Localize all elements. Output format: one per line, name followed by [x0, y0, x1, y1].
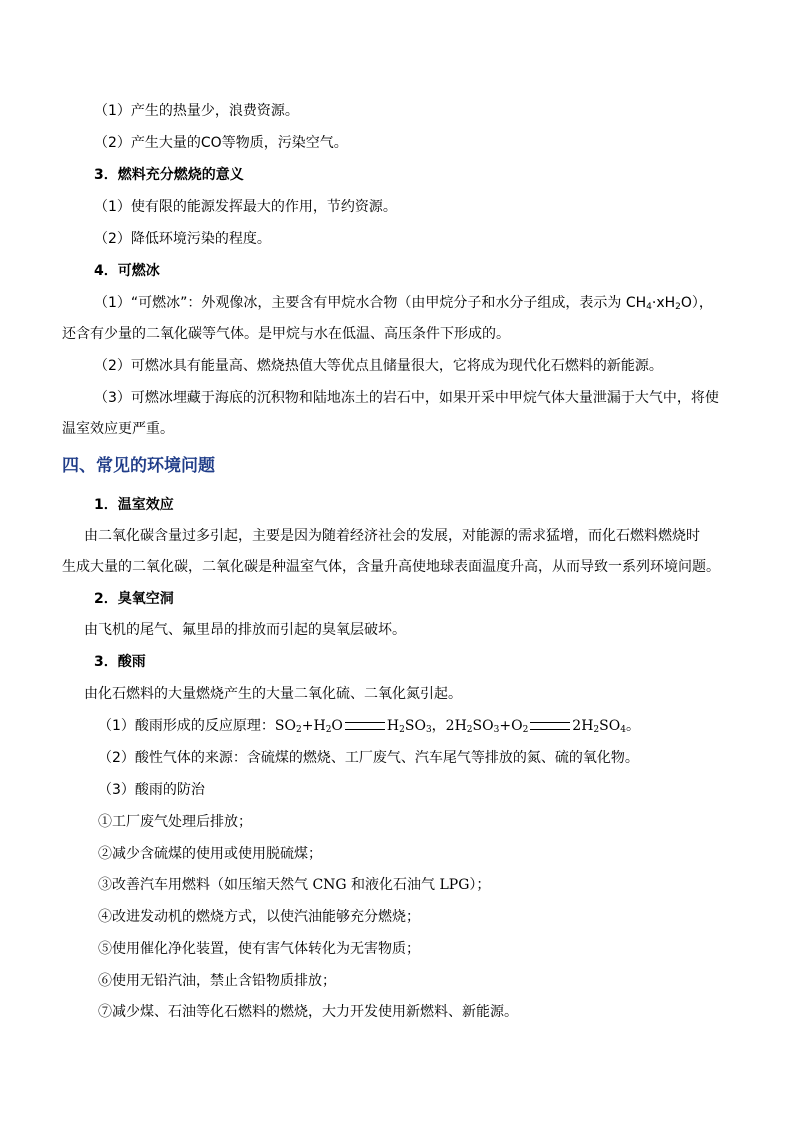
- paragraph: （3）酸雨的防治: [98, 782, 205, 798]
- paragraph: （3）可燃冰埋藏于海底的沉积物和陆地冻土的岩石中，如果开采中甲烷气体大量泄漏于大气中，将使: [94, 390, 719, 406]
- paragraph: （2）酸性气体的来源：含硫煤的燃烧、工厂废气、汽车尾气等排放的氮、硫的氧化物。: [98, 750, 639, 766]
- paragraph: [94, 294, 742, 312]
- paragraph: （2）产生大量的CO等物质，污染空气。: [94, 135, 348, 151]
- section-title: 四、常见的环境问题: [62, 456, 215, 476]
- paragraph: （1）使有限的能源发挥最大的作用，节约资源。: [94, 199, 397, 215]
- paragraph: 还含有少量的二氧化碳等气体。是甲烷与水在低温、高压条件下形成的。: [62, 326, 510, 342]
- list-item: ⑤使用催化净化装置，使有害气体转化为无害物质；: [98, 941, 420, 957]
- equals-sign-icon: [345, 722, 385, 730]
- subscript: 4: [646, 302, 652, 312]
- subheading: 2．臭氧空洞: [94, 591, 174, 607]
- list-item: ②减少含硫煤的使用或使用脱硫煤；: [98, 846, 322, 862]
- paragraph: （2）可燃冰具有能量高、燃烧热值大等优点且储量很大，它将成为现代化石燃料的新能源。: [94, 358, 663, 374]
- paragraph: 由二氧化碳含量过多引起，主要是因为随着经济社会的发展，对能源的需求猛增，而化石燃料燃烧时: [84, 528, 700, 544]
- text: （1）“可燃冰”：外观像冰，主要含有甲烷水合物（由甲烷分子和水分子组成，表示为 CH: [94, 295, 647, 311]
- list-item: ⑥使用无铅汽油，禁止含铅物质排放；: [98, 973, 336, 989]
- text: （1）酸雨形成的反应原理：: [98, 718, 275, 734]
- subscript: 2: [675, 302, 681, 312]
- paragraph: 温室效应更严重。: [62, 421, 174, 437]
- list-item: ①工厂废气处理后排放；: [98, 814, 252, 830]
- paragraph: （1）产生的热量少，浪费资源。: [94, 103, 299, 119]
- subheading: 4．可燃冰: [94, 263, 160, 279]
- text: ·xH: [651, 295, 676, 311]
- paragraph: 由化石燃料的大量燃烧产生的大量二氧化硫、二氧化氮引起。: [84, 686, 462, 702]
- formula: $SO_2+H_2O$ $H_2SO_3$: [274, 718, 432, 735]
- paragraph: （2）降低环境污染的程度。: [94, 231, 271, 247]
- paragraph: 由飞机的尾气、氟里昂的排放而引起的臭氧层破坏。: [84, 622, 406, 638]
- equals-sign-icon: [530, 722, 570, 730]
- reaction-equation: （1）酸雨形成的反应原理：$SO_2+H_2O$ $H_2SO_3$，$2H_2SO_3+O_2$ $2H_2SO_4$。: [98, 718, 640, 735]
- paragraph: 生成大量的二氧化碳，二氧化碳是种温室气体，含量升高使地球表面温度升高，从而导致一系列环境问题。: [62, 559, 720, 575]
- list-item: ⑦减少煤、石油等化石燃料的燃烧，大力开发使用新燃料、新能源。: [98, 1004, 518, 1020]
- subheading: 3．酸雨: [94, 654, 146, 670]
- formula: $2H_2SO_3+O_2$ $2H_2SO_4$: [445, 718, 626, 735]
- subheading: 3．燃料充分燃烧的意义: [94, 167, 244, 183]
- text: O），: [680, 295, 713, 311]
- list-item: ③改善汽车用燃料（如压缩天然气 CNG 和液化石油气 LPG）；: [98, 877, 491, 893]
- subheading: 1．温室效应: [94, 497, 174, 513]
- list-item: ④改进发动机的燃烧方式，以使汽油能够充分燃烧；: [98, 909, 420, 925]
